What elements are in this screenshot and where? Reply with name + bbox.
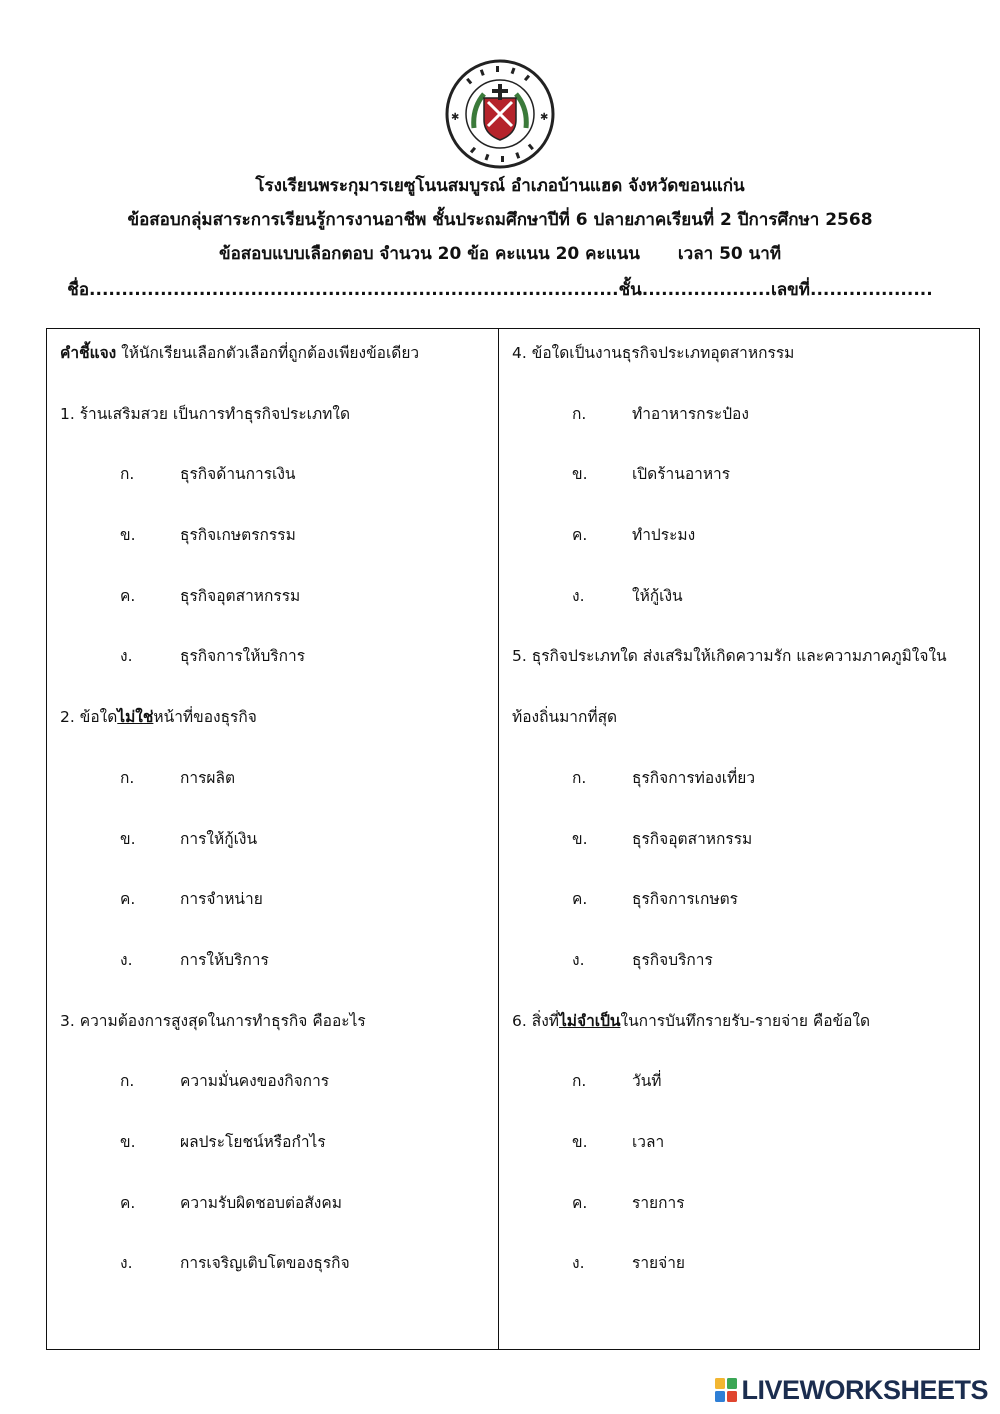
number-label: เลขที่ [770, 280, 810, 300]
option-letter: ง. [572, 950, 585, 969]
option-letter: ก. [120, 768, 135, 787]
brand-name: LIVEWORKSHEETS [741, 1374, 988, 1405]
q2-option-b[interactable] [60, 816, 490, 877]
question-number: 4. [512, 344, 527, 362]
option-letter: ก. [572, 768, 587, 787]
option-text: การเจริญเติบโตของธุรกิจ [180, 1254, 350, 1273]
option-letter: ข. [572, 1132, 588, 1151]
liveworksheets-brand[interactable] [715, 1374, 988, 1406]
instructions-text: ให้นักเรียนเลือกตัวเลือกที่ถูกต้องเพียงข้อเดียว [116, 344, 420, 362]
exam-time: เวลา 50 นาที [677, 244, 782, 264]
question-2 [60, 694, 490, 755]
option-text: เปิดร้านอาหาร [632, 465, 731, 484]
q5-option-b[interactable] [512, 816, 974, 877]
q6-option-b[interactable] [512, 1119, 974, 1180]
question-text-after: หน้าที่ของธุรกิจ [153, 708, 257, 727]
option-text: การจำหน่าย [180, 890, 263, 909]
question-number: 2. [60, 708, 75, 727]
option-text: ธุรกิจอุตสาหกรรม [632, 829, 753, 848]
option-text: ธุรกิจเกษตรกรรม [180, 526, 296, 545]
option-text: ธุรกิจอุตสาหกรรม [180, 586, 301, 605]
option-text: ทำประมง [632, 526, 696, 545]
question-text: ความต้องการสูงสุดในการทำธุรกิจ คืออะไร [79, 1011, 366, 1030]
school-seal-icon [444, 58, 556, 170]
instructions [60, 330, 490, 391]
option-letter: ก. [120, 1072, 135, 1091]
q3-option-a[interactable] [60, 1058, 490, 1119]
option-letter: ก. [572, 404, 587, 423]
question-text-before: ข้อใด [79, 708, 118, 727]
option-letter: ค. [120, 586, 136, 605]
question-3 [60, 998, 490, 1059]
option-text: การผลิต [180, 768, 236, 787]
q3-option-b[interactable] [60, 1119, 490, 1180]
option-text: การให้กู้เงิน [180, 829, 258, 848]
student-info-line [0, 279, 1000, 301]
right-column [512, 330, 974, 1301]
option-letter: ก. [120, 465, 135, 484]
option-letter: ง. [120, 1254, 133, 1273]
school-logo [444, 58, 556, 170]
q5-option-a[interactable] [512, 755, 974, 816]
option-letter: ข. [572, 829, 588, 848]
option-text: ทำอาหารกระป๋อง [632, 404, 749, 423]
question-5 [512, 633, 974, 694]
option-text: ความรับผิดชอบต่อสังคม [180, 1193, 342, 1212]
exam-count-score: ข้อสอบแบบเลือกตอบ จำนวน 20 ข้อ คะแนน 20 คะแนน [218, 244, 640, 264]
q1-option-b[interactable] [60, 512, 490, 573]
q2-option-a[interactable] [60, 755, 490, 816]
question-emphasis: ไม่ใช่ [117, 708, 154, 727]
name-field[interactable]: .................................................................................. [89, 280, 619, 300]
header-school-title: โรงเรียนพระกุมารเยซูโนนสมบูรณ์ อำเภอบ้านแฮด จังหวัดขอนแก่น [255, 176, 745, 196]
option-letter: ข. [120, 829, 136, 848]
question-5-continued [512, 694, 974, 755]
option-letter: ง. [572, 1254, 585, 1273]
q1-option-c[interactable] [60, 573, 490, 634]
question-text-line1: ธุรกิจประเภทใด ส่งเสริมให้เกิดความรัก และความภาคภูมิใจใน [531, 647, 947, 666]
q5-option-c[interactable] [512, 876, 974, 937]
option-letter: ข. [120, 526, 136, 545]
option-letter: ค. [120, 1193, 136, 1212]
option-text: ผลประโยชน์หรือกำไร [180, 1132, 326, 1151]
q2-option-d[interactable] [60, 937, 490, 998]
question-text-after: ในการบันทึกรายรับ-รายจ่าย คือข้อใด [620, 1011, 871, 1030]
svg-text:✱: ✱ [540, 112, 549, 123]
q6-option-a[interactable] [512, 1058, 974, 1119]
question-6 [512, 998, 974, 1059]
option-text: เวลา [632, 1132, 665, 1151]
question-text: ข้อใดเป็นงานธุรกิจประเภทอุตสาหกรรม [531, 344, 795, 362]
name-label: ชื่อ [67, 280, 90, 300]
q2-option-c[interactable] [60, 876, 490, 937]
question-number: 1. [60, 404, 75, 423]
question-1 [60, 391, 490, 452]
q5-option-d[interactable] [512, 937, 974, 998]
q1-option-d[interactable] [60, 633, 490, 694]
question-emphasis: ไม่จำเป็น [558, 1011, 621, 1030]
question-number: 3. [60, 1011, 75, 1030]
left-column [60, 330, 490, 1301]
instructions-label: คำชี้แจง [60, 344, 117, 362]
option-letter: ก. [572, 1072, 587, 1091]
q1-option-a[interactable] [60, 451, 490, 512]
option-text: ธุรกิจบริการ [632, 950, 713, 969]
option-text: ธุรกิจการท่องเที่ยว [632, 768, 756, 787]
q4-option-c[interactable] [512, 512, 974, 573]
svg-text:✱: ✱ [451, 112, 460, 123]
class-label: ชั้น [618, 280, 642, 300]
q6-option-d[interactable] [512, 1240, 974, 1301]
option-text: ธุรกิจด้านการเงิน [180, 465, 296, 484]
option-letter: ค. [572, 1193, 588, 1212]
option-text: ความมั่นคงของกิจการ [180, 1072, 330, 1091]
option-letter: ค. [572, 526, 588, 545]
option-text: ให้กู้เงิน [632, 586, 683, 605]
option-letter: ข. [572, 465, 588, 484]
option-text: รายการ [632, 1193, 685, 1212]
option-letter: ค. [572, 890, 588, 909]
question-number: 5. [512, 647, 527, 666]
option-letter: ข. [120, 1132, 136, 1151]
header-exam-title: ข้อสอบกลุ่มสาระการเรียนรู้การงานอาชีพ ชั้นประถมศึกษาปีที่ 6 ปลายภาคเรียนที่ 2 ปีการศึกษา 2568 [127, 210, 873, 230]
class-field[interactable]: .................... [641, 280, 771, 300]
q4-option-b[interactable] [512, 451, 974, 512]
column-divider [498, 328, 499, 1350]
option-text: ธุรกิจการให้บริการ [180, 647, 306, 666]
option-text: ธุรกิจการเกษตร [632, 890, 738, 909]
option-letter: ง. [120, 950, 133, 969]
q4-option-a[interactable] [512, 391, 974, 452]
q6-option-c[interactable] [512, 1180, 974, 1241]
q3-option-d[interactable] [60, 1240, 490, 1301]
option-text: รายจ่าย [632, 1254, 685, 1273]
number-field[interactable]: ................... [810, 280, 933, 300]
question-text-line2: ท้องถิ่นมากที่สุด [512, 708, 618, 727]
option-letter: ค. [120, 890, 136, 909]
question-text: ร้านเสริมสวย เป็นการทำธุรกิจประเภทใด [79, 404, 351, 423]
option-letter: ง. [572, 586, 585, 605]
option-letter: ง. [120, 647, 133, 666]
q3-option-c[interactable] [60, 1180, 490, 1241]
question-4 [512, 330, 974, 391]
liveworksheets-logo-icon [715, 1378, 737, 1402]
question-text-before: สิ่งที่ [531, 1011, 559, 1030]
option-text: วันที่ [632, 1072, 662, 1091]
header-exam-info [0, 243, 1000, 265]
question-number: 6. [512, 1011, 527, 1030]
option-text: การให้บริการ [180, 950, 269, 969]
q4-option-d[interactable] [512, 573, 974, 634]
